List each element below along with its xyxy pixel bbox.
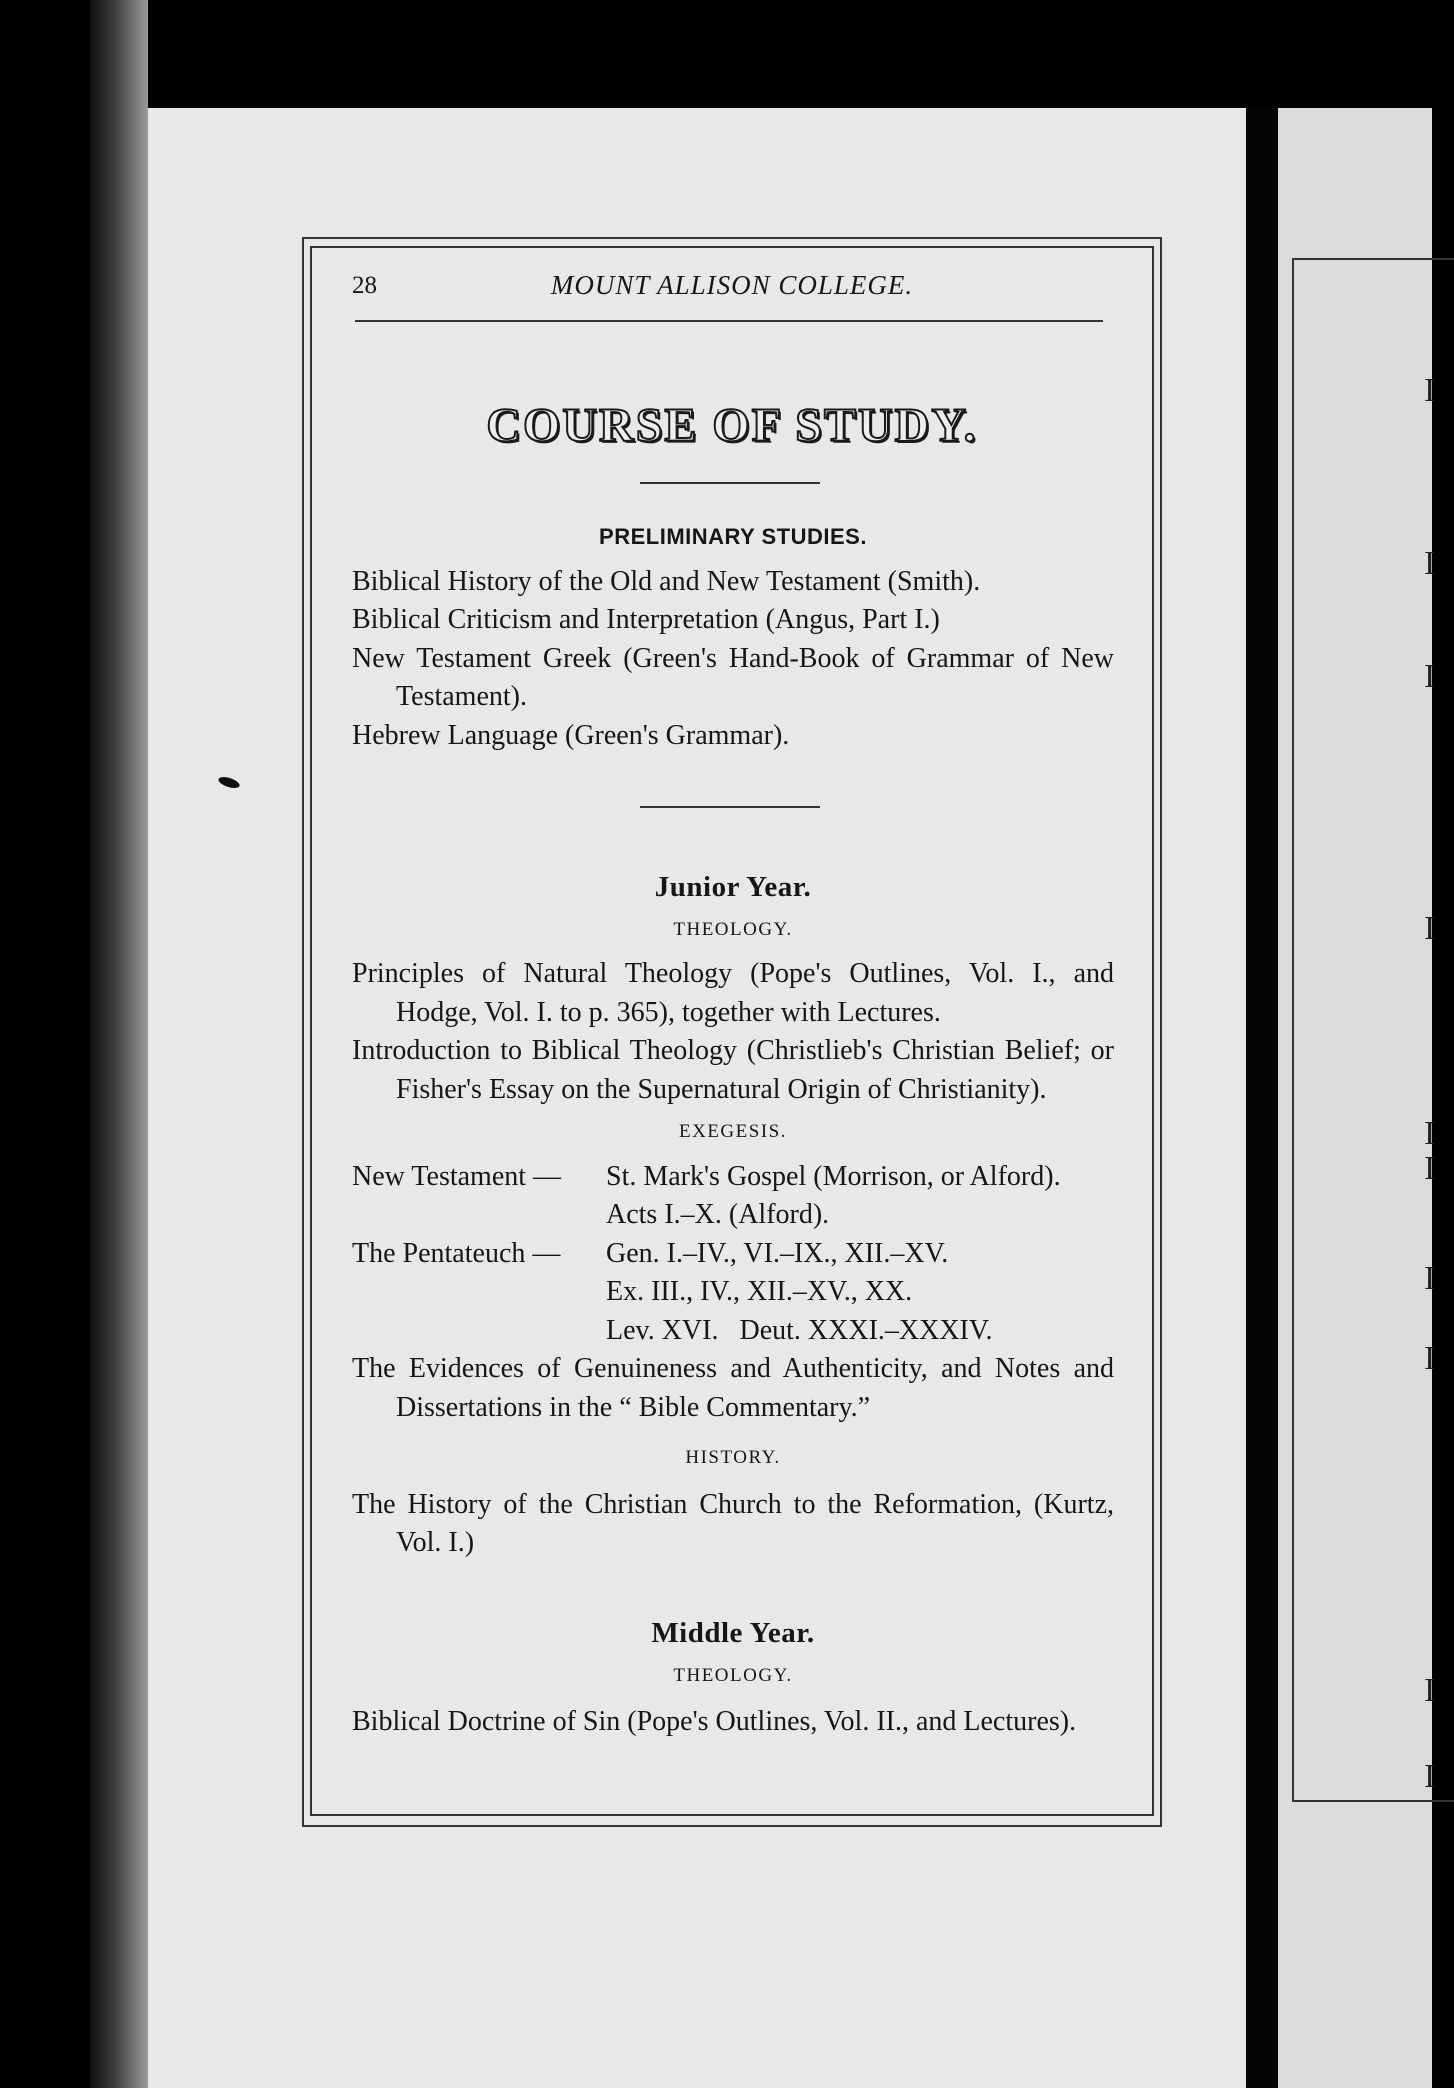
junior-year-section: [352, 868, 1114, 1563]
exegesis-line: Acts I.–X. (Alford).: [606, 1199, 830, 1230]
section-heading: PRELIMINARY STUDIES.: [599, 524, 867, 549]
course-entry: Biblical Doctrine of Sin (Pope's Outlines, Vol. II., and Lectures).: [352, 1706, 1077, 1737]
year-heading: Junior Year.: [654, 871, 812, 903]
facing-page-fragment: I: [1424, 1672, 1436, 1709]
exegesis-line: Lev. XVI. Deut. XXXI.–XXXIV.: [606, 1314, 993, 1346]
facing-page-fragment: I: [1424, 1115, 1436, 1152]
page-title: COURSE OF STUDY.: [486, 399, 978, 452]
facing-page-frame: [1292, 258, 1454, 1802]
subject-caption: HISTORY.: [685, 1447, 781, 1468]
facing-page-fragment: I: [1424, 1340, 1436, 1377]
course-entry: Introduction to Biblical Theology (Christlieb's Christian Belief; or Fisher's Essay on the Supernatural Origin of Christianity).: [352, 1035, 1114, 1105]
facing-page-fragment: I: [1424, 658, 1436, 695]
running-head: MOUNT ALLISON COLLEGE.: [550, 270, 914, 300]
list-item: Hebrew Language (Green's Grammar).: [352, 719, 790, 751]
facing-page-fragment: I: [1424, 372, 1436, 409]
facing-page-fragment: I: [1424, 545, 1436, 582]
list-item: Biblical Criticism and Interpretation (Angus, Part I.): [352, 604, 940, 635]
exegesis-line: Gen. I.–IV., VI.–IX., XII.–XV.: [606, 1237, 949, 1269]
running-header: [352, 260, 1112, 320]
preliminary-section: [352, 518, 1114, 755]
subject-caption: THEOLOGY.: [673, 918, 793, 940]
book-spine-edge: [90, 0, 148, 2088]
subject-caption: EXEGESIS.: [679, 1121, 787, 1142]
facing-page-fragment: I: [1424, 1150, 1436, 1187]
subject-caption: THEOLOGY.: [673, 1664, 793, 1686]
list-item: New Testament Greek (Green's Hand-Book of Grammar of New Testament).: [352, 642, 1114, 712]
section-rule: [640, 806, 820, 808]
header-rule: [355, 320, 1103, 322]
facing-page-fragment: I: [1424, 1260, 1436, 1297]
exegesis-entry: [352, 1235, 1114, 1351]
course-entry: The History of the Christian Church to the Reformation, (Kurtz, Vol. I.): [352, 1488, 1114, 1558]
middle-year-section: [352, 1614, 1114, 1742]
exegesis-label: New Testament —: [352, 1160, 562, 1192]
book-gutter: [1246, 108, 1278, 2088]
title-rule: [640, 482, 820, 484]
exegesis-line: Ex. III., IV., XII.–XV., XX.: [606, 1276, 913, 1307]
exegesis-entry: [352, 1158, 1114, 1235]
exegesis-line: St. Mark's Gospel (Morrison, or Alford).: [606, 1160, 1061, 1192]
course-entry: The Evidences of Genuineness and Authenticity, and Notes and Dissertations in the “ Bible Commentary.”: [352, 1353, 1114, 1423]
year-heading: Middle Year.: [651, 1617, 815, 1649]
exegesis-label: The Pentateuch —: [352, 1237, 561, 1269]
page-number: 28: [352, 272, 377, 299]
facing-page-fragment: I: [1424, 910, 1436, 947]
facing-page-fragment: I: [1424, 1758, 1436, 1795]
list-item: Biblical History of the Old and New Testament (Smith).: [352, 565, 981, 597]
course-entry: Principles of Natural Theology (Pope's Outlines, Vol. I., and Hodge, Vol. I. to p. 365), together with Lectures.: [352, 958, 1114, 1028]
